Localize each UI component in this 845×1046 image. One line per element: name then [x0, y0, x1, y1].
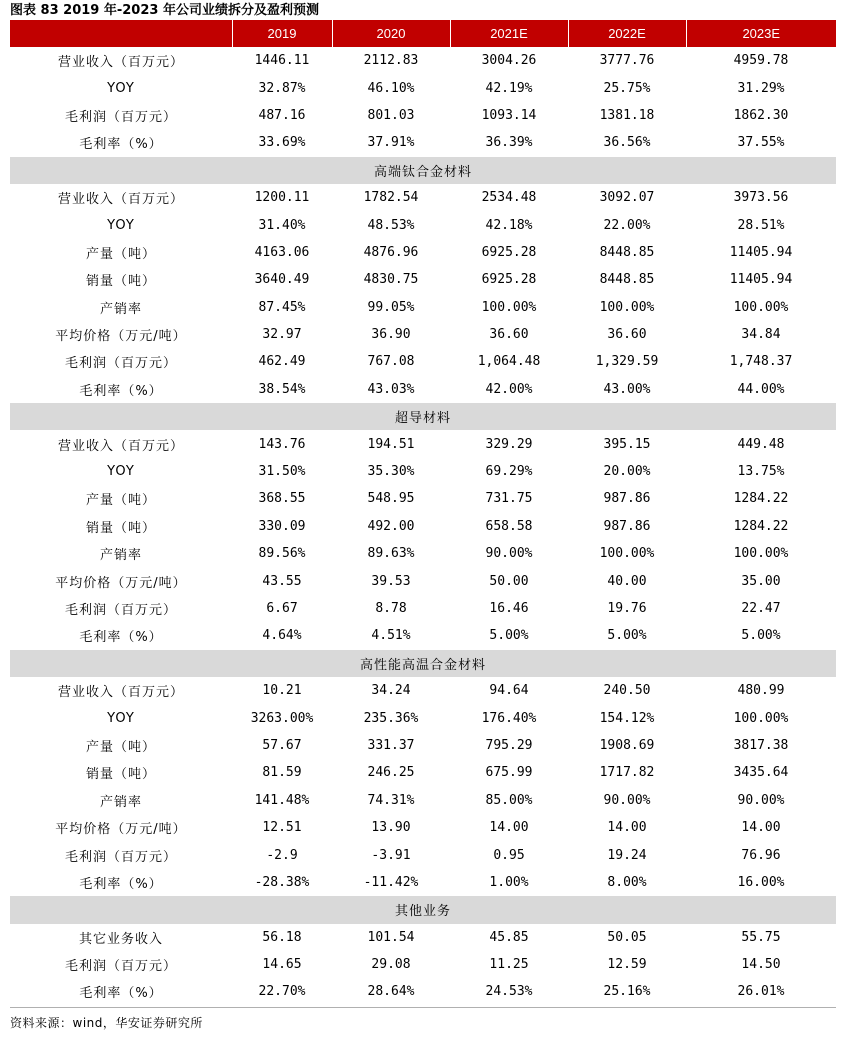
- table-row: [10, 129, 836, 156]
- row-label: 毛利润（百万元）: [64, 603, 177, 618]
- table-cell: 1,748.37: [729, 354, 793, 370]
- table-cell: 100.00%: [733, 299, 789, 315]
- table-row: [10, 513, 836, 540]
- row-label: YOY: [107, 217, 135, 233]
- table-cell: 81.59: [262, 765, 302, 781]
- table-cell: 11405.94: [729, 244, 793, 260]
- row-label: 毛利润（百万元）: [64, 849, 177, 865]
- table-cell: 87.45%: [258, 299, 306, 315]
- table-row: [10, 74, 836, 101]
- table-cell: 31.29%: [737, 80, 785, 96]
- table-row: [10, 376, 836, 403]
- table-cell: 100.00%: [599, 546, 655, 562]
- table-cell: 1,329.59: [595, 354, 659, 370]
- row-label: 平均价格（万元/吨）: [55, 575, 187, 591]
- table-cell: 14.65: [262, 957, 302, 973]
- row-label: 其它业务收入: [78, 931, 163, 947]
- table-cell: 25.75%: [603, 80, 651, 96]
- table-cell: 176.40%: [481, 710, 537, 726]
- row-label: 产销率: [99, 794, 142, 810]
- table-cell: 3263.00%: [250, 710, 314, 726]
- section-header-row: [10, 896, 836, 923]
- table-cell: 28.51%: [737, 217, 785, 233]
- source-note: 资料来源：wind，华安证券研究所: [10, 1016, 203, 1030]
- section-title: 高性能高温合金材料: [10, 650, 836, 677]
- table-cell: -3.91: [371, 847, 411, 863]
- table-cell: 100.00%: [481, 299, 537, 315]
- table-header-row: [10, 20, 836, 47]
- row-label: 毛利率（%）: [79, 383, 163, 399]
- table-row: [10, 732, 836, 759]
- table-cell: 43.55: [262, 573, 302, 589]
- table-cell: 24.53%: [485, 984, 533, 1000]
- table-cell: 246.25: [367, 765, 415, 781]
- table-cell: 32.87%: [258, 80, 306, 96]
- table-cell: 1284.22: [733, 518, 789, 534]
- figure-title: 图表 83 2019 年-2023 年公司业绩拆分及盈利预测: [10, 3, 319, 18]
- table-row: [10, 485, 836, 512]
- table-cell: 795.29: [485, 737, 533, 753]
- table-row: [10, 841, 836, 868]
- table-cell: 235.36%: [363, 710, 419, 726]
- table-cell: 1,064.48: [477, 354, 541, 370]
- table-cell: 43.03%: [367, 381, 415, 397]
- table-cell: 6.67: [266, 601, 298, 616]
- row-label: 毛利率（%）: [79, 986, 163, 1002]
- table-cell: 0.95: [493, 847, 525, 863]
- table-cell: 19.76: [607, 601, 647, 616]
- table-cell: 395.15: [603, 436, 651, 452]
- table-cell: 39.53: [371, 573, 411, 589]
- table-cell: 194.51: [367, 436, 415, 452]
- table-cell: 20.00%: [603, 464, 651, 480]
- table-cell: 34.24: [371, 683, 411, 699]
- table-cell: 1284.22: [733, 491, 789, 507]
- table-cell: 3973.56: [733, 190, 789, 206]
- table-cell: 8448.85: [599, 272, 655, 288]
- table-cell: 34.84: [741, 327, 781, 343]
- table-cell: 5.00%: [607, 628, 647, 644]
- row-label: 毛利率（%）: [79, 137, 163, 153]
- table-row: [10, 595, 836, 622]
- table-cell: 37.91%: [367, 135, 415, 151]
- row-label: YOY: [107, 710, 135, 726]
- table-cell: 6925.28: [481, 244, 537, 260]
- table-cell: 14.00: [741, 820, 781, 836]
- table-cell: 14.00: [607, 820, 647, 836]
- table-row: [10, 102, 836, 129]
- table-row: [10, 211, 836, 238]
- table-cell: 487.16: [258, 107, 306, 123]
- table-cell: 99.05%: [367, 299, 415, 315]
- table-cell: 548.95: [367, 491, 415, 507]
- table-cell: 1381.18: [599, 107, 655, 123]
- table-cell: 101.54: [367, 929, 415, 945]
- table-row: [10, 759, 836, 786]
- table-cell: 368.55: [258, 491, 306, 507]
- table-row: [10, 677, 836, 704]
- row-label: 销量（吨）: [85, 520, 156, 536]
- table-cell: 767.08: [367, 354, 415, 370]
- row-label: 产销率: [99, 301, 142, 317]
- table-cell: 90.00%: [603, 792, 651, 808]
- table-cell: 3435.64: [733, 765, 789, 781]
- table-cell: 76.96: [741, 847, 781, 863]
- table-cell: 987.86: [603, 518, 651, 534]
- table-cell: 329.29: [485, 436, 533, 452]
- table-cell: 14.50: [741, 957, 781, 973]
- table-row: [10, 47, 836, 74]
- table-cell: 45.85: [489, 929, 529, 945]
- row-label: 平均价格（万元/吨）: [55, 822, 187, 838]
- header-cell-2020: 2020: [332, 20, 450, 47]
- table-cell: 57.67: [262, 737, 302, 753]
- table-cell: 801.03: [367, 107, 415, 123]
- table-cell: 42.00%: [485, 381, 533, 397]
- table-row: [10, 266, 836, 293]
- section-title: 其他业务: [10, 896, 836, 923]
- table-row: [10, 704, 836, 731]
- table-cell: 36.60: [607, 327, 647, 343]
- table-cell: 10.21: [262, 683, 302, 699]
- row-label: 毛利润（百万元）: [64, 109, 177, 125]
- section-title: 超导材料: [10, 403, 836, 430]
- table-cell: 69.29%: [485, 464, 533, 480]
- table-row: [10, 869, 836, 896]
- table-cell: 141.48%: [254, 792, 310, 808]
- table-row: [10, 458, 836, 485]
- table-cell: 330.09: [258, 518, 306, 534]
- table-cell: 33.69%: [258, 135, 306, 151]
- table-cell: 4876.96: [363, 244, 419, 260]
- table-cell: 1782.54: [363, 190, 419, 206]
- header-cell-2023e: 2023E: [686, 20, 836, 47]
- table-cell: 3092.07: [599, 190, 655, 206]
- table-cell: 36.60: [489, 327, 529, 343]
- table-cell: 4959.78: [733, 53, 789, 69]
- table-cell: 36.56%: [603, 135, 651, 151]
- row-label: YOY: [107, 464, 135, 480]
- table-cell: 37.55%: [737, 135, 785, 151]
- table-row: [10, 321, 836, 348]
- table-row: [10, 951, 836, 978]
- table-cell: 46.10%: [367, 80, 415, 96]
- table-cell: 3777.76: [599, 53, 655, 69]
- table-cell: -11.42%: [363, 874, 419, 890]
- section-title: 高端钛合金材料: [10, 157, 836, 184]
- table-cell: 36.90: [371, 327, 411, 343]
- table-cell: 1862.30: [733, 107, 789, 123]
- table-cell: 22.70%: [258, 984, 306, 1000]
- table-row: [10, 430, 836, 457]
- row-label: 毛利润（百万元）: [64, 959, 177, 975]
- row-label: 毛利率（%）: [79, 630, 163, 646]
- table-body: [10, 47, 836, 1006]
- table-cell: 3004.26: [481, 53, 537, 69]
- table-cell: -28.38%: [254, 874, 310, 890]
- table-cell: 44.00%: [737, 381, 785, 397]
- table-cell: 16.00%: [737, 874, 785, 890]
- table-cell: 143.76: [258, 436, 306, 452]
- table-cell: 42.18%: [485, 217, 533, 233]
- table-cell: 1200.11: [254, 190, 310, 206]
- table-cell: 11.25: [489, 957, 529, 973]
- table-cell: 11405.94: [729, 272, 793, 288]
- table-cell: 1446.11: [254, 53, 310, 69]
- table-cell: 5.00%: [741, 628, 781, 644]
- table-cell: 100.00%: [733, 710, 789, 726]
- table-cell: 480.99: [737, 683, 785, 699]
- bottom-divider: [10, 1007, 836, 1008]
- table-cell: 13.90: [371, 820, 411, 836]
- table-cell: 56.18: [262, 929, 302, 945]
- table-row: [10, 567, 836, 594]
- row-label: 营业收入（百万元）: [57, 55, 184, 71]
- table-cell: 331.37: [367, 737, 415, 753]
- table-cell: 32.97: [262, 327, 302, 343]
- header-cell-2019: 2019: [232, 20, 332, 47]
- table-row: [10, 540, 836, 567]
- table-cell: 29.08: [371, 957, 411, 973]
- table-cell: 240.50: [603, 683, 651, 699]
- table-cell: 35.00: [741, 573, 781, 589]
- row-label: 毛利率（%）: [79, 876, 163, 892]
- table-cell: 658.58: [485, 518, 533, 534]
- table-cell: 12.51: [262, 820, 302, 836]
- row-label: 产销率: [99, 548, 142, 564]
- table-cell: 154.12%: [599, 710, 655, 726]
- table-cell: 462.49: [258, 354, 306, 370]
- table-cell: 16.46: [489, 601, 529, 616]
- table-cell: 2112.83: [363, 53, 419, 69]
- table-cell: 5.00%: [489, 628, 529, 644]
- table-cell: 8.00%: [607, 874, 647, 890]
- table-cell: 4.51%: [371, 628, 411, 644]
- table-row: [10, 924, 836, 951]
- table-cell: 31.40%: [258, 217, 306, 233]
- forecast-table-container: [10, 20, 836, 1006]
- table-cell: 40.00: [607, 573, 647, 589]
- table-cell: 675.99: [485, 765, 533, 781]
- table-cell: 100.00%: [733, 546, 789, 562]
- table-cell: 43.00%: [603, 381, 651, 397]
- table-cell: 449.48: [737, 436, 785, 452]
- table-cell: 50.05: [607, 929, 647, 945]
- table-cell: 4830.75: [363, 272, 419, 288]
- table-cell: 28.64%: [367, 984, 415, 1000]
- table-cell: 19.24: [607, 847, 647, 863]
- row-label: 营业收入（百万元）: [57, 438, 184, 454]
- table-row: [10, 184, 836, 211]
- table-cell: 94.64: [489, 683, 529, 699]
- section-header-row: [10, 403, 836, 430]
- forecast-table: [10, 20, 836, 1006]
- table-cell: 90.00%: [485, 546, 533, 562]
- row-label: 平均价格（万元/吨）: [55, 329, 187, 345]
- row-label: 产量（吨）: [85, 246, 156, 262]
- table-cell: 12.59: [607, 957, 647, 973]
- row-label: 产量（吨）: [85, 739, 156, 755]
- table-row: [10, 978, 836, 1005]
- table-cell: 74.31%: [367, 792, 415, 808]
- table-row: [10, 622, 836, 649]
- table-cell: 13.75%: [737, 464, 785, 480]
- row-label: YOY: [107, 80, 135, 96]
- table-cell: 3640.49: [254, 272, 310, 288]
- table-cell: 1717.82: [599, 765, 655, 781]
- table-row: [10, 294, 836, 321]
- table-cell: 89.63%: [367, 546, 415, 562]
- row-label: 营业收入（百万元）: [57, 685, 184, 701]
- table-cell: 50.00: [489, 573, 529, 589]
- table-cell: 1.00%: [489, 874, 529, 890]
- table-cell: 42.19%: [485, 80, 533, 96]
- table-cell: 987.86: [603, 491, 651, 507]
- table-cell: 25.16%: [603, 984, 651, 1000]
- table-cell: 22.47: [741, 601, 781, 616]
- table-cell: 4.64%: [262, 628, 302, 644]
- table-cell: 85.00%: [485, 792, 533, 808]
- table-cell: 492.00: [367, 518, 415, 534]
- table-row: [10, 787, 836, 814]
- table-cell: 8.78: [375, 601, 407, 616]
- table-cell: 36.39%: [485, 135, 533, 151]
- header-cell-2022e: 2022E: [568, 20, 686, 47]
- row-label: 销量（吨）: [85, 274, 156, 290]
- table-cell: 4163.06: [254, 244, 310, 260]
- table-row: [10, 348, 836, 375]
- section-header-row: [10, 157, 836, 184]
- table-cell: 55.75: [741, 929, 781, 945]
- table-cell: 31.50%: [258, 464, 306, 480]
- table-cell: 48.53%: [367, 217, 415, 233]
- table-cell: 35.30%: [367, 464, 415, 480]
- row-label: 销量（吨）: [85, 767, 156, 783]
- table-cell: 26.01%: [737, 984, 785, 1000]
- table-cell: 1908.69: [599, 737, 655, 753]
- section-header-row: [10, 650, 836, 677]
- table-cell: 22.00%: [603, 217, 651, 233]
- table-cell: 90.00%: [737, 792, 785, 808]
- table-cell: 2534.48: [481, 190, 537, 206]
- table-row: [10, 814, 836, 841]
- header-cell-label: [10, 20, 232, 47]
- row-label: 营业收入（百万元）: [57, 192, 184, 208]
- table-cell: 6925.28: [481, 272, 537, 288]
- table-cell: 100.00%: [599, 299, 655, 315]
- table-cell: 731.75: [485, 491, 533, 507]
- header-cell-2021e: 2021E: [450, 20, 568, 47]
- table-cell: 89.56%: [258, 546, 306, 562]
- table-cell: 14.00: [489, 820, 529, 836]
- table-row: [10, 239, 836, 266]
- table-cell: 38.54%: [258, 381, 306, 397]
- row-label: 产量（吨）: [85, 493, 156, 509]
- table-cell: 8448.85: [599, 244, 655, 260]
- table-cell: -2.9: [266, 847, 298, 863]
- table-cell: 3817.38: [733, 737, 789, 753]
- row-label: 毛利润（百万元）: [64, 356, 177, 372]
- table-cell: 1093.14: [481, 107, 537, 123]
